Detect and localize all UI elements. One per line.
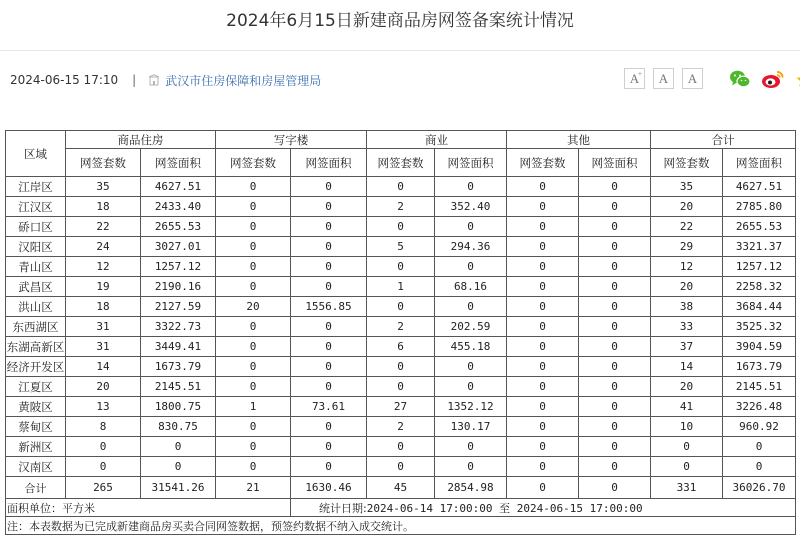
table-cell: 0 <box>216 377 291 397</box>
building-icon <box>148 74 160 86</box>
table-cell: 1 <box>367 277 435 297</box>
table-cell: 0 <box>507 177 579 197</box>
table-cell: 0 <box>507 277 579 297</box>
table-cell: 2 <box>367 417 435 437</box>
district-name: 江汉区 <box>6 197 66 217</box>
table-cell: 0 <box>579 257 651 277</box>
table-cell: 352.40 <box>435 197 507 217</box>
table-cell: 0 <box>66 457 141 477</box>
table-cell: 1257.12 <box>141 257 216 277</box>
star-icon[interactable] <box>795 69 800 89</box>
table-cell: 0 <box>291 197 367 217</box>
sub-header-area: 网签面积 <box>435 149 507 177</box>
table-cell: 0 <box>507 197 579 217</box>
sub-header-count: 网签套数 <box>651 149 723 177</box>
weibo-icon[interactable] <box>761 69 785 89</box>
table-cell: 0 <box>435 377 507 397</box>
table-cell: 2785.80 <box>723 197 796 217</box>
table-cell: 0 <box>507 457 579 477</box>
table-row <box>6 257 796 277</box>
table-cell: 13 <box>66 397 141 417</box>
sub-header-count: 网签套数 <box>216 149 291 177</box>
table-cell: 0 <box>507 397 579 417</box>
table-cell: 0 <box>367 217 435 237</box>
table-cell: 0 <box>216 357 291 377</box>
table-cell: 0 <box>216 437 291 457</box>
unit-row <box>6 499 796 517</box>
table-cell: 2145.51 <box>723 377 796 397</box>
table-cell: 0 <box>291 417 367 437</box>
table-cell: 3684.44 <box>723 297 796 317</box>
district-name: 硚口区 <box>6 217 66 237</box>
total-cell: 0 <box>579 477 651 499</box>
table-cell: 38 <box>651 297 723 317</box>
table-cell: 0 <box>216 177 291 197</box>
table-cell: 0 <box>579 177 651 197</box>
table-cell: 1556.85 <box>291 297 367 317</box>
table-cell: 0 <box>291 437 367 457</box>
table-cell: 0 <box>291 357 367 377</box>
footnote-row <box>6 517 796 535</box>
district-name: 洪山区 <box>6 297 66 317</box>
table-cell: 4627.51 <box>723 177 796 197</box>
table-cell: 37 <box>651 337 723 357</box>
table-cell: 2145.51 <box>141 377 216 397</box>
table-cell: 5 <box>367 237 435 257</box>
table-cell: 0 <box>579 437 651 457</box>
table-cell: 830.75 <box>141 417 216 437</box>
table-cell: 1352.12 <box>435 397 507 417</box>
district-name: 汉南区 <box>6 457 66 477</box>
table-cell: 0 <box>291 457 367 477</box>
table-cell: 20 <box>66 377 141 397</box>
table-cell: 960.92 <box>723 417 796 437</box>
table-cell: 18 <box>66 197 141 217</box>
group-header-total: 合计 <box>651 131 796 149</box>
table-cell: 20 <box>651 277 723 297</box>
group-header-commercial: 商业 <box>367 131 507 149</box>
table-cell: 0 <box>216 257 291 277</box>
table-cell: 14 <box>66 357 141 377</box>
table-cell: 33 <box>651 317 723 337</box>
table-cell: 2655.53 <box>723 217 796 237</box>
table-cell: 0 <box>435 357 507 377</box>
share-buttons <box>729 69 800 89</box>
district-name: 黄陂区 <box>6 397 66 417</box>
table-cell: 0 <box>579 317 651 337</box>
table-cell: 0 <box>367 437 435 457</box>
total-cell: 1630.46 <box>291 477 367 499</box>
district-name: 蔡甸区 <box>6 417 66 437</box>
date-range-value: 2024-06-14 17:00:00 至 2024-06-15 17:00:00 <box>366 501 643 515</box>
table-cell: 0 <box>141 437 216 457</box>
table-cell: 10 <box>651 417 723 437</box>
table-cell: 294.36 <box>435 237 507 257</box>
group-header-other: 其他 <box>507 131 651 149</box>
table-cell: 2 <box>367 317 435 337</box>
sub-header-count: 网签套数 <box>367 149 435 177</box>
district-name: 东西湖区 <box>6 317 66 337</box>
table-cell: 0 <box>435 257 507 277</box>
table-row <box>6 357 796 377</box>
table-cell: 130.17 <box>435 417 507 437</box>
table-cell: 0 <box>507 317 579 337</box>
table-cell: 0 <box>291 337 367 357</box>
table-cell: 35 <box>651 177 723 197</box>
table-cell: 0 <box>435 437 507 457</box>
table-cell: 455.18 <box>435 337 507 357</box>
publish-date: 2024-06-15 17:10 <box>10 73 119 87</box>
table-cell: 73.61 <box>291 397 367 417</box>
table-cell: 0 <box>291 237 367 257</box>
date-range <box>291 499 796 517</box>
font-medium-button[interactable] <box>653 68 674 89</box>
meta-separator: | <box>132 73 137 87</box>
table-cell: 20 <box>651 197 723 217</box>
table-cell: 18 <box>66 297 141 317</box>
table-cell: 1800.75 <box>141 397 216 417</box>
table-row <box>6 317 796 337</box>
table-cell: 0 <box>291 257 367 277</box>
district-header: 区域 <box>6 131 66 177</box>
group-header-row <box>6 131 796 149</box>
wechat-icon[interactable] <box>729 69 751 89</box>
table-row <box>6 417 796 437</box>
table-cell: 0 <box>367 177 435 197</box>
source-link[interactable]: 武汉市住房保障和房屋管理局 <box>165 73 322 88</box>
table-row <box>6 337 796 357</box>
total-cell: 2854.98 <box>435 477 507 499</box>
sub-header-area: 网签面积 <box>579 149 651 177</box>
table-cell: 27 <box>367 397 435 417</box>
table-row <box>6 177 796 197</box>
table-cell: 12 <box>651 257 723 277</box>
table-cell: 0 <box>367 457 435 477</box>
table-cell: 2655.53 <box>141 217 216 237</box>
district-name: 东湖高新区 <box>6 337 66 357</box>
table-cell: 0 <box>435 217 507 237</box>
district-name: 新洲区 <box>6 437 66 457</box>
table-cell: 20 <box>216 297 291 317</box>
table-cell: 4627.51 <box>141 177 216 197</box>
date-range-label: 统计日期: <box>319 501 367 515</box>
district-name: 江岸区 <box>6 177 66 197</box>
footnote: 注：本表数据为已完成新建商品房买卖合同网签数据，预签约数据不纳入成交统计。 <box>6 517 796 535</box>
table-cell: 22 <box>66 217 141 237</box>
table-cell: 0 <box>579 237 651 257</box>
table-cell: 0 <box>579 297 651 317</box>
table-cell: 0 <box>579 397 651 417</box>
table-cell: 22 <box>651 217 723 237</box>
table-cell: 0 <box>507 217 579 237</box>
table-cell: 0 <box>66 437 141 457</box>
district-name: 江夏区 <box>6 377 66 397</box>
total-cell: 45 <box>367 477 435 499</box>
total-label: 合计 <box>6 477 66 499</box>
table-cell: 8 <box>66 417 141 437</box>
total-cell: 31541.26 <box>141 477 216 499</box>
font-small-label: A <box>687 70 698 86</box>
sub-header-area: 网签面积 <box>723 149 796 177</box>
table-cell: 12 <box>66 257 141 277</box>
table-cell: 2 <box>367 197 435 217</box>
sub-header-count: 网签套数 <box>507 149 579 177</box>
table-row <box>6 277 796 297</box>
table-row <box>6 377 796 397</box>
table-cell: 0 <box>216 197 291 217</box>
table-cell: 41 <box>651 397 723 417</box>
table-cell: 0 <box>291 317 367 337</box>
table-cell: 2127.59 <box>141 297 216 317</box>
table-cell: 0 <box>507 257 579 277</box>
table-cell: 14 <box>651 357 723 377</box>
table-cell: 3322.73 <box>141 317 216 337</box>
unit-note: 面积单位：平方米 <box>6 499 291 517</box>
table-cell: 19 <box>66 277 141 297</box>
table-cell: 31 <box>66 337 141 357</box>
table-row <box>6 237 796 257</box>
table-cell: 0 <box>435 177 507 197</box>
table-cell: 0 <box>507 337 579 357</box>
table-cell: 29 <box>651 237 723 257</box>
table-cell: 0 <box>579 357 651 377</box>
table-cell: 3525.32 <box>723 317 796 337</box>
total-cell: 21 <box>216 477 291 499</box>
table-cell: 0 <box>579 337 651 357</box>
page-title: 2024年6月15日新建商品房网签备案统计情况 <box>226 11 574 31</box>
table-cell: 68.16 <box>435 277 507 297</box>
total-cell: 36026.70 <box>723 477 796 499</box>
table-cell: 0 <box>216 237 291 257</box>
table-row <box>6 457 796 477</box>
table-cell: 0 <box>435 457 507 477</box>
table-cell: 0 <box>723 457 796 477</box>
table-row <box>6 437 796 457</box>
table-cell: 0 <box>651 457 723 477</box>
table-cell: 0 <box>507 417 579 437</box>
table-cell: 3449.41 <box>141 337 216 357</box>
table-cell: 35 <box>66 177 141 197</box>
table-cell: 1673.79 <box>141 357 216 377</box>
table-cell: 0 <box>507 377 579 397</box>
table-body <box>6 177 796 477</box>
table-cell: 20 <box>651 377 723 397</box>
total-cell: 265 <box>66 477 141 499</box>
table-cell: 0 <box>435 297 507 317</box>
table-cell: 2190.16 <box>141 277 216 297</box>
table-cell: 1 <box>216 397 291 417</box>
table-cell: 0 <box>216 217 291 237</box>
sub-header-row <box>6 149 796 177</box>
group-header-residential: 商品住房 <box>66 131 216 149</box>
table-cell: 0 <box>291 177 367 197</box>
table-cell: 6 <box>367 337 435 357</box>
article-meta <box>10 70 321 90</box>
table-cell: 0 <box>367 257 435 277</box>
toolbar <box>624 68 800 89</box>
district-name: 青山区 <box>6 257 66 277</box>
table-row <box>6 217 796 237</box>
district-name: 武昌区 <box>6 277 66 297</box>
total-cell: 0 <box>507 477 579 499</box>
table-cell: 1673.79 <box>723 357 796 377</box>
font-small-button[interactable] <box>682 68 703 89</box>
table-cell: 0 <box>579 197 651 217</box>
table-cell: 0 <box>367 357 435 377</box>
table-cell: 0 <box>507 237 579 257</box>
total-row <box>6 477 796 499</box>
table-cell: 2258.32 <box>723 277 796 297</box>
table-cell: 3226.48 <box>723 397 796 417</box>
table-row <box>6 397 796 417</box>
table-cell: 0 <box>141 457 216 477</box>
sub-header-area: 网签面积 <box>291 149 367 177</box>
table-cell: 0 <box>216 337 291 357</box>
district-name: 汉阳区 <box>6 237 66 257</box>
font-large-label: A <box>629 70 640 86</box>
table-cell: 0 <box>507 357 579 377</box>
group-header-office: 写字楼 <box>216 131 367 149</box>
table-cell: 0 <box>216 277 291 297</box>
table-cell: 1257.12 <box>723 257 796 277</box>
plus-icon: + <box>638 70 642 78</box>
font-medium-label: A <box>658 70 669 86</box>
statistics-table <box>5 130 796 535</box>
table-cell: 0 <box>507 437 579 457</box>
table-cell: 0 <box>216 317 291 337</box>
total-cell: 331 <box>651 477 723 499</box>
table-cell: 0 <box>579 457 651 477</box>
table-cell: 0 <box>291 217 367 237</box>
table-cell: 0 <box>651 437 723 457</box>
table-cell: 3904.59 <box>723 337 796 357</box>
table-cell: 0 <box>291 377 367 397</box>
sub-header-area: 网签面积 <box>141 149 216 177</box>
table-row <box>6 297 796 317</box>
sub-header-count: 网签套数 <box>66 149 141 177</box>
table-cell: 24 <box>66 237 141 257</box>
table-cell: 0 <box>507 297 579 317</box>
table-cell: 2433.40 <box>141 197 216 217</box>
table-cell: 0 <box>367 377 435 397</box>
table-cell: 0 <box>291 277 367 297</box>
table-row <box>6 197 796 217</box>
table-cell: 31 <box>66 317 141 337</box>
table-cell: 3027.01 <box>141 237 216 257</box>
table-cell: 0 <box>216 457 291 477</box>
table-cell: 0 <box>579 277 651 297</box>
district-name: 经济开发区 <box>6 357 66 377</box>
title-divider <box>0 50 800 51</box>
table-cell: 202.59 <box>435 317 507 337</box>
table-cell: 0 <box>216 417 291 437</box>
table-cell: 0 <box>367 297 435 317</box>
font-large-button[interactable] <box>624 68 645 89</box>
table-cell: 0 <box>579 377 651 397</box>
table-cell: 0 <box>579 217 651 237</box>
table-cell: 0 <box>723 437 796 457</box>
table-cell: 3321.37 <box>723 237 796 257</box>
table-cell: 0 <box>579 417 651 437</box>
